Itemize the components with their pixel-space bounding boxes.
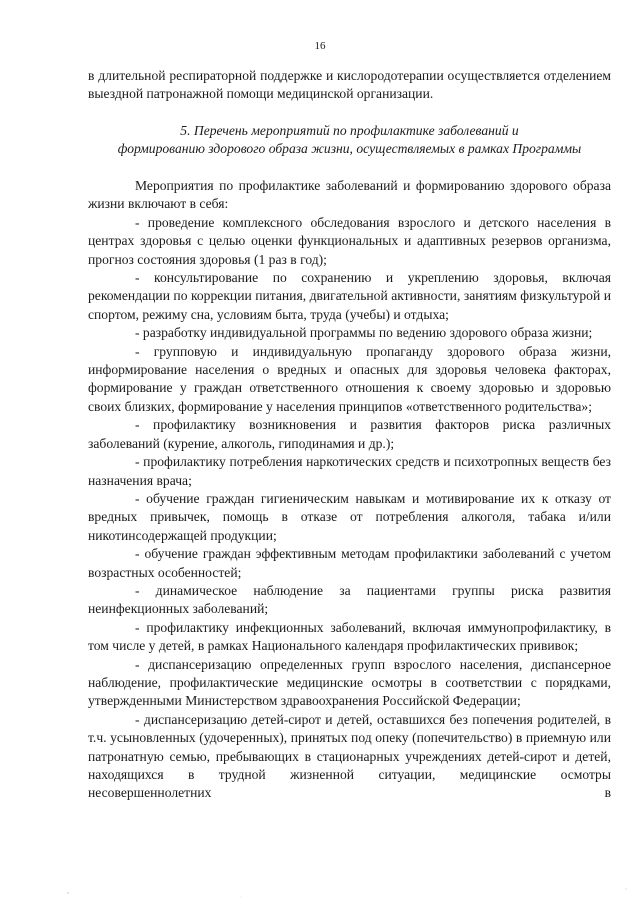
intro-paragraph: в длительной респираторной поддержке и кислородотерапии осуществляется отделением выездной патронажной помощи медицинской организации. xyxy=(88,68,611,102)
section-heading xyxy=(88,122,611,159)
list-item: - профилактику возникновения и развития факторов риска различных заболеваний (курение, алкоголь, гиподинамия и др.); xyxy=(88,417,611,451)
list-item: - динамическое наблюдение за пациентами группы риска развития неинфекционных заболеваний; xyxy=(88,582,611,617)
list-item: - групповую и индивидуальную пропаганду здорового образа жизни, информирование населения о вредных и опасных для здоровья человека факторах, формирование у граждан ответственного отношения к своему здоровью и здоровью своих близких, формирование у населения принципов «ответственного родительства»; xyxy=(88,343,611,414)
list-item: - консультирование по сохранению и укреплению здоровья, включая рекомендации по коррекции питания, двигательной активности, занятиям физкультурой и спортом, режиму сна, условиям быта, труда (учебы) и отдыха; xyxy=(88,270,611,322)
list-item: - профилактику инфекционных заболеваний, включая иммунопрофилактику, в том числе у детей, в рамках Национального календаря профилактических прививок; xyxy=(88,619,611,654)
section-heading-line-1: 5. Перечень мероприятий по профилактике заболеваний и xyxy=(180,123,519,138)
list-item: - обучение граждан эффективным методам профилактики заболеваний с учетом возрастных особенностей; xyxy=(88,546,611,580)
list-item: - разработку индивидуальной программы по ведению здорового образа жизни; xyxy=(135,325,593,341)
scan-artifacts xyxy=(8,883,633,901)
measures-block xyxy=(88,177,611,803)
list-item: - профилактику потребления наркотических средств и психотропных веществ без назначения врача; xyxy=(88,454,611,488)
page-number: 16 xyxy=(314,40,326,52)
section-heading-line-2: формированию здорового образа жизни, осуществляемых в рамках Программы xyxy=(117,141,582,157)
list-item: - диспансеризацию определенных групп взрослого населения, диспансерное наблюдение, профилактические медицинские осмотры в соответствии с порядками, утвержденными Министерством здравоохранения Российской Федерации; xyxy=(88,656,611,709)
intro-block xyxy=(88,67,611,104)
lead-paragraph: Мероприятия по профилактике заболеваний и формированию здорового образа жизни включают в себя: xyxy=(88,178,611,212)
list-item: - проведение комплексного обследования взрослого и детского населения в центрах здоровья с целью оценки функциональных и адаптивных резервов организма, прогноз состояния здоровья (1 раз в год); xyxy=(88,214,611,267)
list-item: - диспансеризацию детей-сирот и детей, оставшихся без попечения родителей, в т.ч. усыновленных (удочеренных), принятых под опеку (попечительство) в приемную или патронатную семью, пребывающих в стационарных учреждениях детей-сирот и детей, находящихся в трудной жизненной ситуации, медицинские осмотры несовершеннолетних в xyxy=(88,711,611,801)
list-item: - обучение граждан гигиеническим навыкам и мотивирование их к отказу от вредных привычек, помощь в отказе от потребления алкоголя, табака и/или никотинсодержащей продукции; xyxy=(88,490,611,543)
